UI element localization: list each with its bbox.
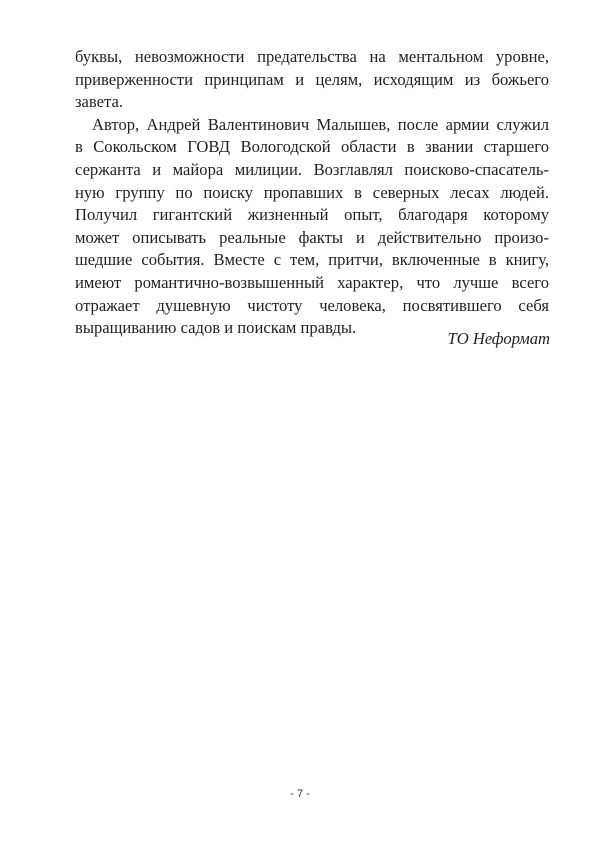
page-body (75, 46, 549, 340)
text-line: Автор, Андрей Валентинович Малышев, после армии служил (92, 114, 549, 134)
text-line: выращиванию садов и поискам правды. (75, 318, 357, 338)
text-line: сержанта и майора милиции. Возглавлял поисково-спасатель- (75, 159, 549, 179)
text-line: может описывать реальные факты и действительно произо- (75, 227, 549, 247)
text-line: в Сокольском ГОВД Вологодской области в звании старшего (75, 137, 549, 157)
text-line: имеют романтично-возвышенный характер, что лучше всего (75, 272, 549, 292)
text-line: ную группу по поиску пропавших в северных лесах людей. (75, 182, 549, 202)
text-line: шедшие события. Вместе с тем, притчи, включенные в книгу, (75, 250, 549, 270)
text-line: отражает душевную чистоту человека, посвятившего себя (75, 295, 549, 315)
text-line: Получил гигантский жизненный опыт, благодаря которому (75, 205, 549, 225)
paragraph-continuation (75, 46, 549, 114)
signature: ТО Неформат (447, 329, 550, 348)
text-line: завета. (75, 92, 123, 112)
paragraph-author-bio (75, 114, 549, 340)
text-line: буквы, невозможности предательства на ментальном уровне, (75, 47, 549, 66)
page-number: - 7 - (290, 788, 310, 800)
text-line: приверженности принципам и целям, исходящим из божьего (75, 69, 549, 89)
